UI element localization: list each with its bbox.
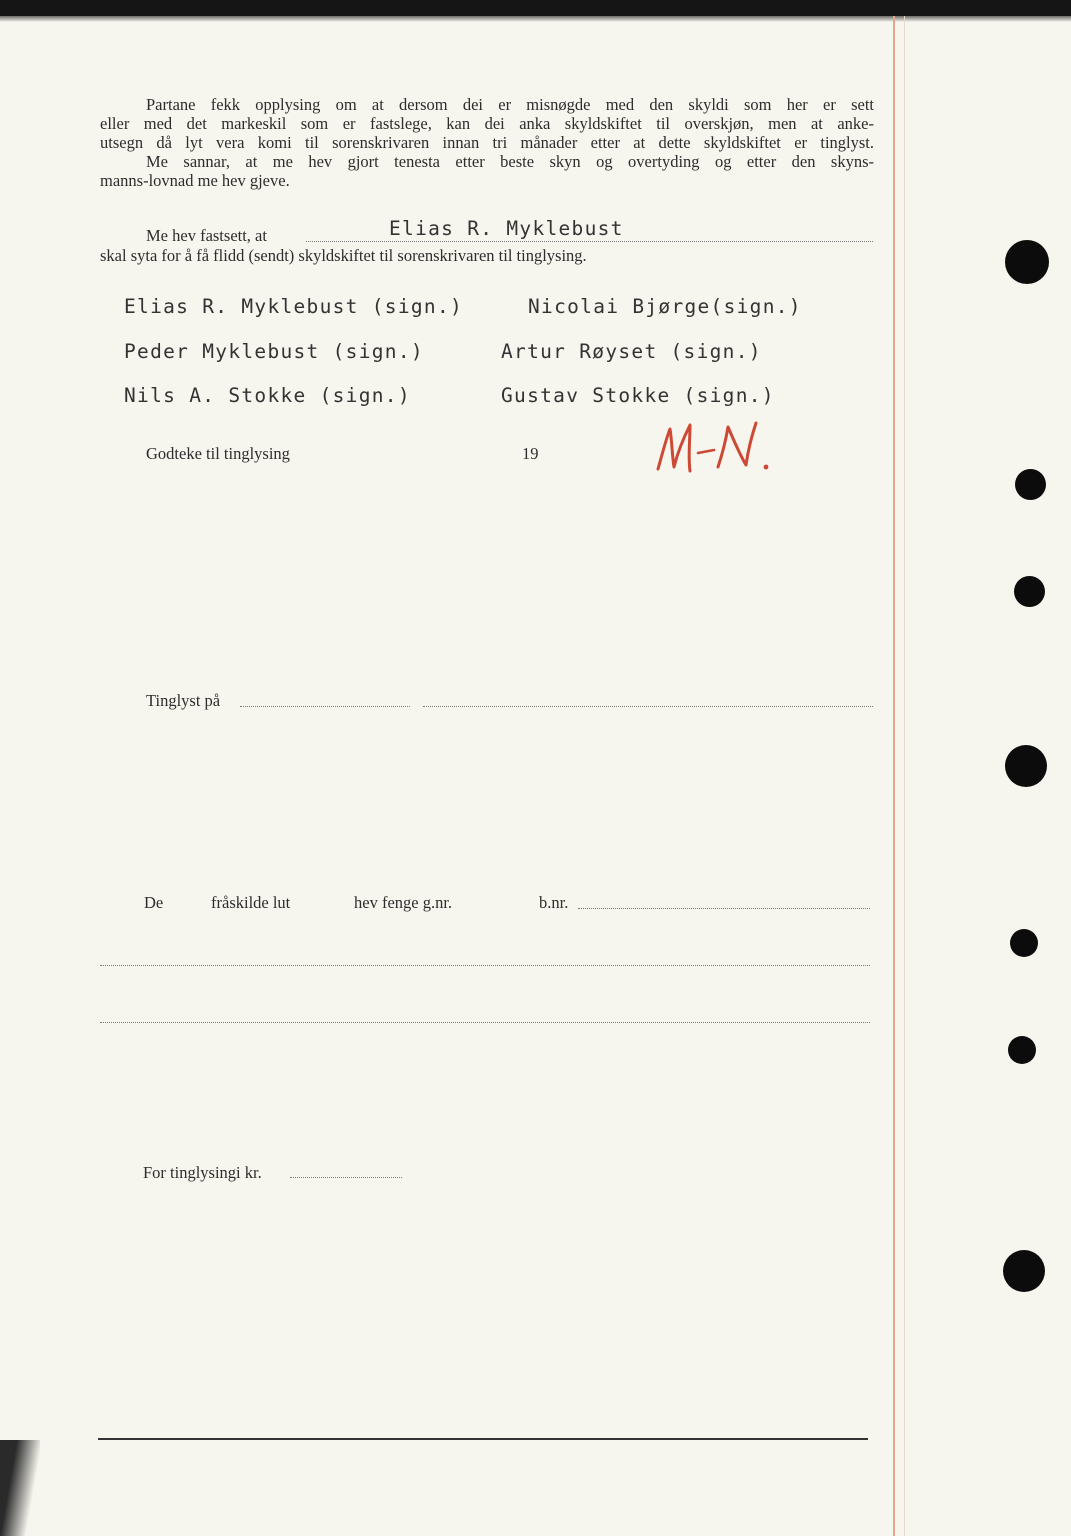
paragraph-line-4: Me sannar, at me hev gjort tenesta etter beste skyn og overtyding og etter den skyns- (146, 152, 874, 171)
fee-dotted-line (290, 1177, 402, 1178)
registered-dotted-line-1 (240, 706, 410, 707)
binder-hole (1014, 576, 1045, 607)
registered-dotted-line-2 (423, 706, 873, 707)
registered-label: Tinglyst på (146, 691, 221, 710)
parcel-word-bnr: b.nr. (539, 893, 569, 912)
approval-year: 19 (522, 444, 539, 463)
binder-hole (1008, 1036, 1036, 1064)
appointment-dotted-line (306, 241, 873, 242)
binder-hole (1005, 240, 1049, 284)
binder-hole (1005, 745, 1047, 787)
binder-hole (1010, 929, 1038, 957)
signature-left-3: Nils A. Stokke (sign.) (124, 384, 411, 407)
appointed-person-name: Elias R. Myklebust (389, 217, 624, 240)
paragraph-line-1: Partane fekk opplysing om at dersom dei er misnøgde med den skyldi som her er sett (146, 95, 874, 114)
paragraph-line-2: eller med det markeskil som er fastslege, kan dei anka skyldskiftet til overskjøn, men at anke- (100, 114, 874, 133)
appointment-label: Me hev fastsett, at (146, 226, 267, 245)
binder-hole (1015, 469, 1046, 500)
fee-label: For tinglysingi kr. (143, 1163, 262, 1182)
signature-left-2: Peder Myklebust (sign.) (124, 340, 424, 363)
signature-right-3: Gustav Stokke (sign.) (501, 384, 775, 407)
parcel-dotted-line-bnr (578, 908, 870, 909)
paragraph-line-5: manns-lovnad me hev gjeve. (100, 171, 290, 190)
handwritten-initials (652, 417, 782, 479)
binder-hole (1003, 1250, 1045, 1292)
parcel-word-hev: hev fenge g.nr. (354, 893, 453, 912)
margin-rule (893, 16, 895, 1536)
appointment-continuation: skal syta for å få flidd (sendt) skyldskiftet til sorenskrivaren til tinglysing. (100, 246, 587, 265)
paragraph-line-3: utsegn då lyt vera komi til sorenskrivaren innan tri månader etter at dette skyldskiftet er tinglyst. (100, 133, 874, 152)
parcel-dotted-line-2 (100, 965, 870, 966)
parcel-word-de: De (144, 893, 164, 912)
parcel-word-fraskilde: fråskilde lut (211, 893, 291, 912)
approval-label: Godteke til tinglysing (146, 444, 290, 463)
scan-top-shadow (0, 16, 1071, 22)
scan-corner-shadow (0, 1440, 40, 1536)
bottom-rule (98, 1438, 868, 1440)
parcel-dotted-line-3 (100, 1022, 870, 1023)
scan-top-edge (0, 0, 1071, 16)
signature-right-2: Artur Røyset (sign.) (501, 340, 762, 363)
signature-right-1: Nicolai Bjørge(sign.) (528, 295, 802, 318)
signature-left-1: Elias R. Myklebust (sign.) (124, 295, 464, 318)
margin-rule-faint (904, 16, 905, 1536)
